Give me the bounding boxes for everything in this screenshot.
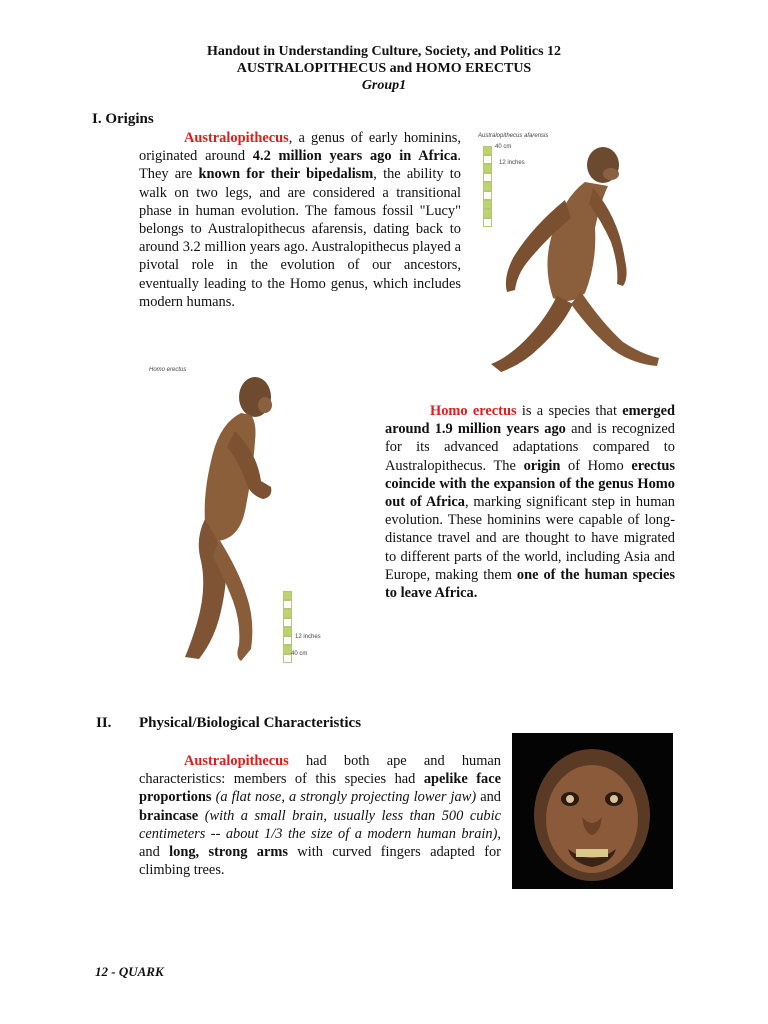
term-australopithecus: Australopithecus [184, 753, 289, 769]
term-australopithecus: Australopithecus [184, 130, 289, 146]
section-2-title: Physical/Biological Characteristics [139, 715, 362, 731]
section-2-number: II. [96, 715, 112, 731]
hominin-face-figure [512, 733, 673, 889]
document-header [0, 43, 768, 94]
physical-characteristics-paragraph: Australopithecus had both ape and human characteristics: members of this species had apelike face proportions (a flat nose, a strongly projecting lower jaw) and braincase (with a small brain, usually less than 500 cubic centimeters -- about 1/3 the size of a modern human brain), and long, strong arms with curved fingers adapted for climbing trees. [139, 753, 501, 879]
hominin-standing-figure [143, 361, 343, 669]
scale-label-top: 12 inches [295, 634, 321, 640]
image-caption: Homo erectus [149, 367, 187, 373]
page-footer: 12 - QUARK [95, 964, 164, 979]
australopithecus-afarensis-image [473, 128, 673, 380]
scale-label-bottom: 12 inches [499, 160, 525, 166]
section-1-title: I. Origins [92, 111, 154, 127]
australopithecus-face-image [512, 733, 673, 889]
image-caption: Australopithecus afarensis [478, 133, 549, 139]
scale-label-top: 40 cm [495, 144, 512, 150]
header-line-1: Handout in Understanding Culture, Society, and Politics 12 [206, 44, 562, 59]
homo-erectus-image [143, 361, 343, 669]
homo-erectus-origins-paragraph: Homo erectus is a species that emerged around 1.9 million years ago and is recognized for its advanced adaptations compared to Australopithecus. The origin of Homo erectus coincide with the expansion of the genus Homo out of Africa, marking significant step in human evolution. These hominins were capable of long-distance travel and are thought to have migrated to different parts of the world, including Asia and Europe, making them one of the human species to leave Africa. [385, 403, 676, 602]
scale-label-bottom: 40 cm [291, 651, 308, 657]
australopithecus-origins-paragraph: Australopithecus, a genus of early hominins, originated around 4.2 million years ago in Africa. They are known for their bipedalism, the ability to walk on two legs, and are considered a transitional phase in human evolution. The famous fossil "Lucy" belongs to Australopithecus afarensis, dating back to around 3.2 million years ago. Australopithecus played a pivotal role in the evolution of our ancestors, eventually leading to the Homo genus, which includes modern humans. [139, 130, 461, 310]
hominin-walking-figure [473, 128, 673, 380]
header-line-2: AUSTRALOPITHECUS and HOMO ERECTUS [236, 61, 532, 76]
header-line-3: Group1 [361, 78, 407, 93]
term-homo-erectus: Homo erectus [430, 403, 517, 419]
